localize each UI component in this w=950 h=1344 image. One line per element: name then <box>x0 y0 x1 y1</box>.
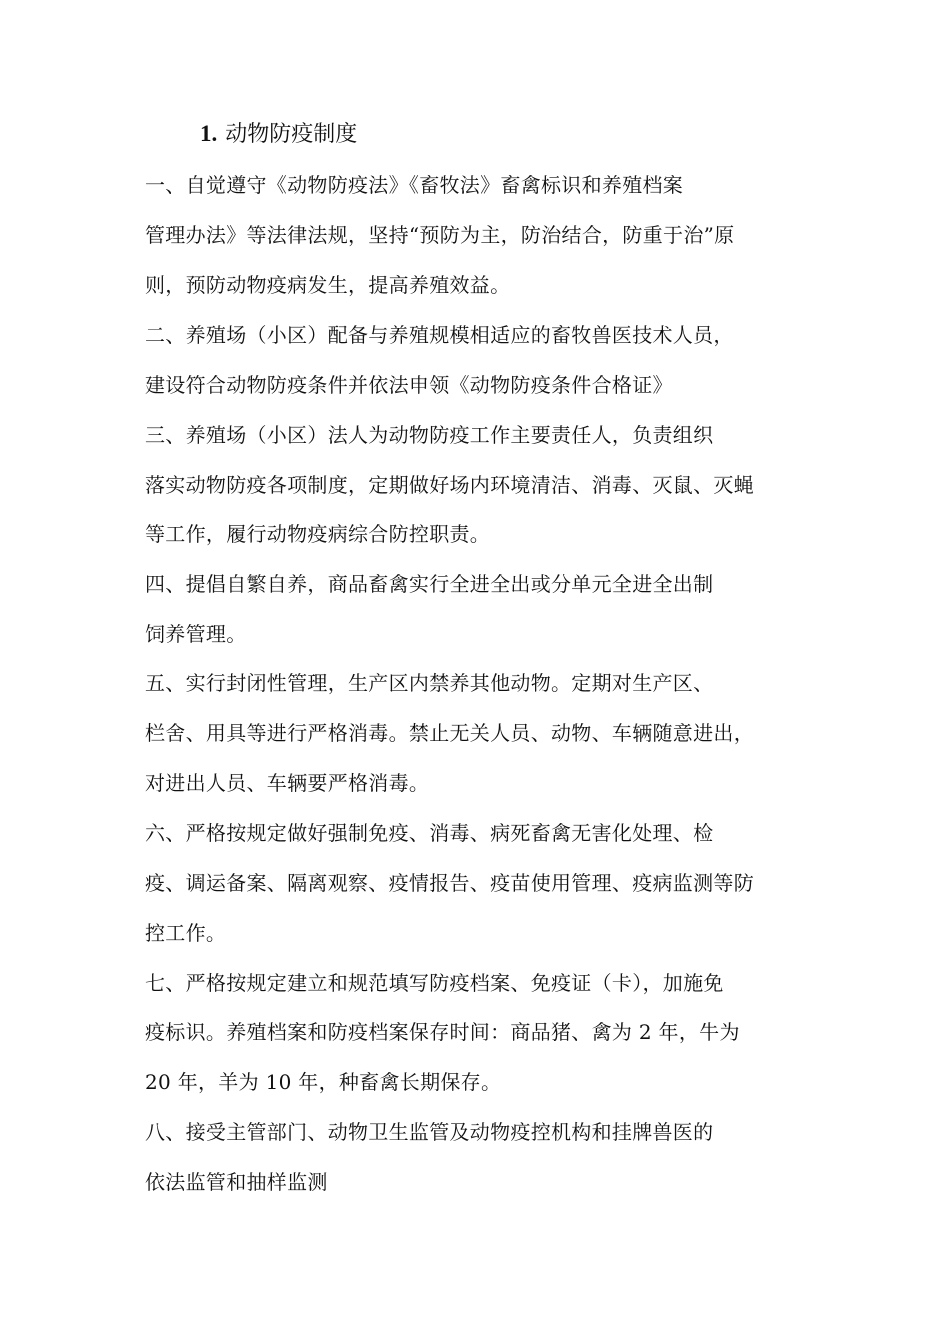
text-line: 管理办法》等法律法规，坚持“预防为主，防治结合，防重于治”原 <box>145 223 735 247</box>
text-line: 依法监管和抽样监测 <box>145 1170 328 1194</box>
text-line: 一、自觉遵守《动物防疫法》《畜牧法》畜禽标识和养殖档案 <box>145 173 684 197</box>
heading-text: 动物防疫制度 <box>225 122 358 147</box>
text-line: 对进出人员、车辆要严格消毒。 <box>145 771 430 795</box>
text-line: 建设符合动物防疫条件并依法申领《动物防疫条件合格证》 <box>145 373 673 397</box>
document-title <box>200 117 357 157</box>
text-line: 则，预防动物疫病发生，提高养殖效益。 <box>145 273 511 297</box>
text-line: 七、严格按规定建立和规范填写防疫档案、免疫证（卡），加施免 <box>145 971 724 995</box>
text-line: 疫、调运备案、隔离观察、疫情报告、疫苗使用管理、疫病监测等防 <box>145 871 754 895</box>
text-line: 五、实行封闭性管理，生产区内禁养其他动物。定期对生产区、 <box>145 671 714 695</box>
text-line: 等工作，履行动物疫病综合防控职责。 <box>145 522 491 546</box>
text-line: 栏舍、用具等进行严格消毒。禁止无关人员、动物、车辆随意进出， <box>145 721 754 745</box>
text-line: 落实动物防疫各项制度，定期做好场内环境清洁、消毒、灭鼠、灭蝇 <box>145 473 754 497</box>
text-line: 四、提倡自繁自养，商品畜禽实行全进全出或分单元全进全出制 <box>145 572 714 596</box>
text-line: 三、养殖场（小区）法人为动物防疫工作主要责任人，负责组织 <box>145 423 714 447</box>
heading-number: 1. <box>200 121 218 146</box>
text-line: 20 年，羊为 10 年，种畜禽长期保存。 <box>145 1070 502 1094</box>
text-line: 六、严格按规定做好强制免疫、消毒、病死畜禽无害化处理、检 <box>145 821 714 845</box>
text-line: 二、养殖场（小区）配备与养殖规模相适应的畜牧兽医技术人员， <box>145 323 734 347</box>
text-line: 控工作。 <box>145 921 227 945</box>
text-line: 疫标识。养殖档案和防疫档案保存时间：商品猪、禽为 2 年，牛为 <box>145 1020 740 1044</box>
text-line: 八、接受主管部门、动物卫生监管及动物疫控机构和挂牌兽医的 <box>145 1120 714 1144</box>
text-line: 饲养管理。 <box>145 622 247 646</box>
